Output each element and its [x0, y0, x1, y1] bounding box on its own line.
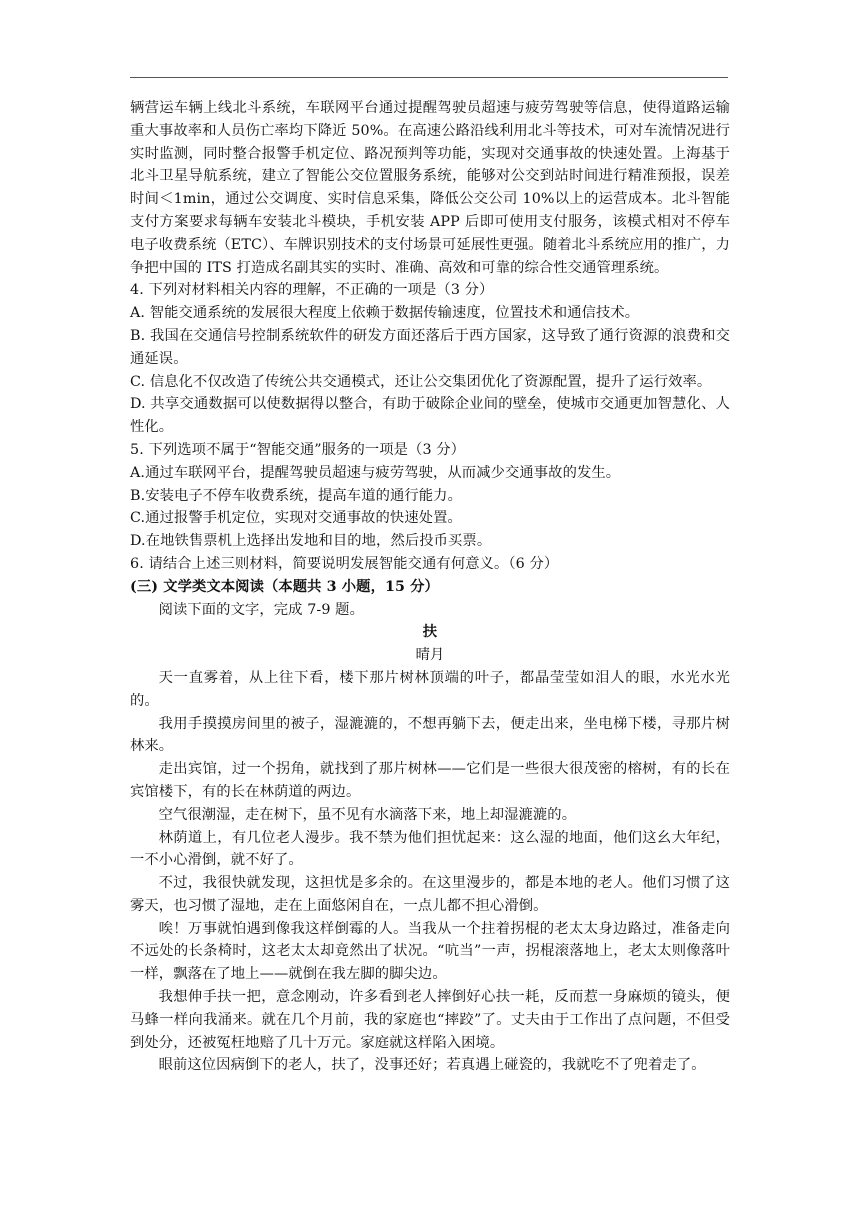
story-paragraph: 天一直雾着，从上往下看，楼下那片树林顶端的叶子，都晶莹莹如泪人的眼，水光水光的。	[130, 669, 730, 709]
story-paragraph: 我用手摸摸房间里的被子，湿漉漉的，不想再躺下去，便走出来，坐电梯下楼，寻那片树林来。	[130, 715, 730, 755]
question-4-option-a: A. 智能交通系统的发展很大程度上依赖于数据传输速度，位置技术和通信技术。	[130, 305, 640, 322]
story-paragraph: 空气很潮湿，走在树下，虽不见有水滴落下来，地上却湿漉漉的。	[158, 806, 577, 823]
question-5-option-c: C.通过报警手机定位，实现对交通事故的快速处置。	[130, 510, 462, 527]
story-paragraph: 林荫道上，有几位老人漫步。我不禁为他们担忧起来：这么湿的地面，他们这幺大年纪，一不小心滑倒，就不好了。	[130, 829, 730, 869]
story-paragraph: 不过，我很快就发现，这担忧是多余的。在这里漫步的，都是本地的老人。他们习惯了这雾天，也习惯了湿地，走在上面悠闲自在，一点儿都不担心滑倒。	[130, 875, 730, 914]
question-4-option-b: B. 我国在交通信号控制系统软件的研发方面还落后于西方国家，这导致了通行资源的浪费和交通延误。	[130, 327, 730, 367]
story-paragraph: 唉！万事就怕遇到像我这样倒霉的人。当我从一个拄着拐棍的老太太身边路过，准备走向不远处的长条椅时，这老太太却竟然出了状况。“吭当”一声，拐棍滚落地上，老太太则像落叶一样，飘落在了地上——就倒在我左脚的脚尖边。	[130, 920, 730, 983]
story-author: 晴月	[415, 647, 445, 664]
section-3-heading: (三) 文学类文本阅读（本题共 3 小题，15 分）	[130, 578, 439, 595]
question-4-stem: 4. 下列对材料相关内容的理解，不正确的一项是（3 分）	[130, 282, 494, 299]
story-paragraph: 我想伸手扶一把，意念刚动，许多看到老人摔倒好心扶一耗，反而惹一身麻烦的镜头，便马蜂一样向我涌来。就在几个月前，我的家庭也“摔跤”了。丈夫由于工作出了点问题，不但受到处分，还被冤枉地赔了几十万元。家庭就这样陷入困境。	[130, 989, 730, 1051]
question-6: 6. 请结合上述三则材料，简要说明发展智能交通有何意义。（6 分）	[130, 555, 559, 572]
page-content	[130, 97, 730, 1077]
question-4-option-c: C. 信息化不仅改造了传统公共交通模式，还让公交集团优化了资源配置，提升了运行效率。	[130, 373, 712, 390]
question-5-option-a: A.通过车联网平台，提醒驾驶员超速与疲劳驾驶，从而减少交通事故的发生。	[130, 464, 621, 481]
story-paragraph: 眼前这位因病倒下的老人，扶了，没事还好；若真遇上碰瓷的，我就吃不了兜着走了。	[158, 1057, 706, 1074]
question-4-option-d: D. 共享交通数据可以使数据得以整合，有助于破除企业间的壁垒，使城市交通更加智慧化、人性化。	[130, 396, 730, 436]
header-rule	[130, 77, 728, 78]
material-paragraph: 辆营运车辆上线北斗系统，车联网平台通过提醒驾驶员超速与疲劳驾驶等信息，使得道路运输重大事故率和人员伤亡率均下降近 50%。在高速公路沿线利用北斗等技术，可对车流情况进行实时监测，同时整合报警手机定位、路况预判等功能，实现对交通事故的快速处置。上海基于北斗卫星导航系统，建立了智能公交位置服务系统，能够对公交到站时间进行精准预报，误差时间＜1min，通过公交调度、实时信息采集，降低公交公司 10%以上的运营成本。北斗智能支付方案要求每辆车安装北斗模块，手机安装 APP 后即可使用支付服务，该模式相对不停车电子收费系统（ETC）、车牌识别技术的支付场景可延展性更强。随着北斗系统应用的推广，力争把中国的 ITS 打造成名副其实的实时、准确、高效和可靠的综合性交通管理系统。	[130, 100, 730, 276]
section-3-instruction: 阅读下面的文字，完成 7-9 题。	[158, 601, 364, 618]
story-title: 扶	[422, 624, 438, 641]
story-paragraph: 走出宾馆，过一个拐角，就找到了那片树林——它们是一些很大很茂密的榕树，有的长在宾馆楼下，有的长在林荫道的两边。	[130, 761, 730, 800]
question-5-option-d: D.在地铁售票机上选择出发地和目的地，然后投币买票。	[130, 533, 492, 550]
question-5-stem: 5. 下列选项不属于“智能交通”服务的一项是（3 分）	[130, 441, 466, 458]
question-5-option-b: B.安装电子不停车收费系统，提高车道的通行能力。	[130, 487, 462, 504]
